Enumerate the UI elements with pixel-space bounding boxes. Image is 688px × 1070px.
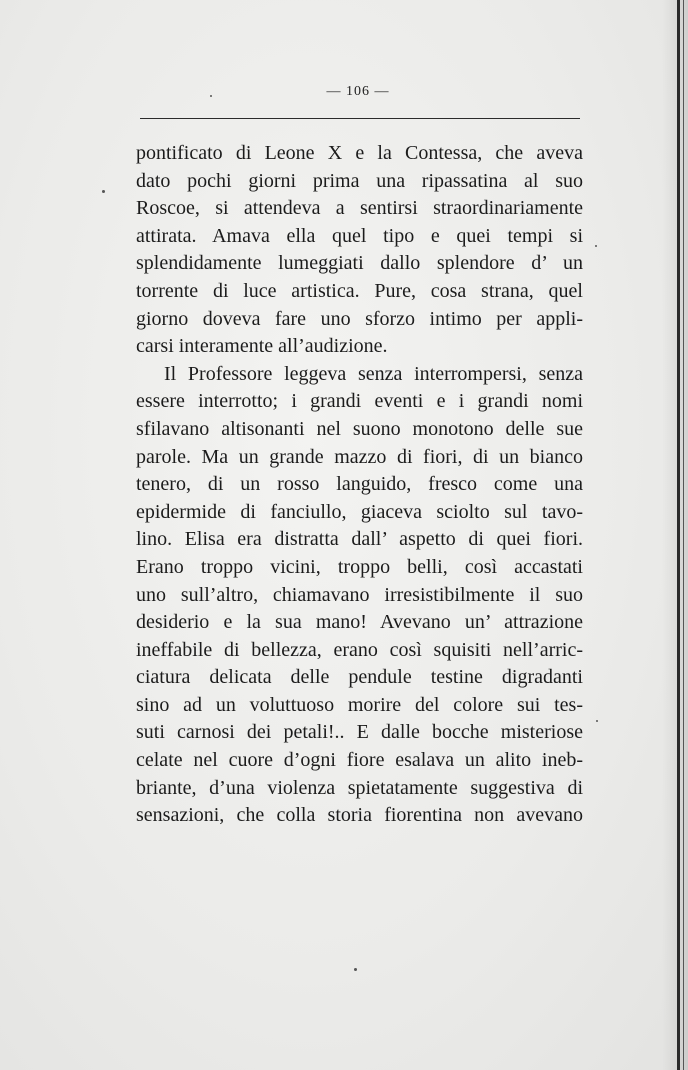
text-line: essere interrotto; i grandi eventi e i grandi nomi (136, 390, 583, 413)
body-text (136, 140, 583, 830)
text-line: suti carnosi dei petali!.. E dalle bocche misteriose (136, 721, 583, 744)
text-line: epidermide di fanciullo, giaceva sciolto sul tavo- (136, 500, 583, 523)
page-edge-line (677, 0, 680, 1070)
text-line: celate nel cuore d’ogni fiore esalava un alito ineb- (136, 749, 583, 772)
text-line: tenero, di un rosso languido, fresco come una (136, 473, 583, 496)
text-line: sino ad un voluttuoso morire del colore sui tes- (136, 693, 583, 716)
text-line: briante, d’una violenza spietatamente suggestiva di (136, 776, 583, 799)
text-line: desiderio e la sua mano! Avevano un’ attrazione (136, 611, 583, 634)
scan-speck (596, 720, 598, 722)
text-line: ineffabile di bellezza, erano così squisiti nell’arric- (136, 638, 583, 661)
page-number: — 106 — (326, 84, 390, 99)
scan-speck (595, 245, 597, 247)
text-line: sfilavano altisonanti nel suono monotono delle sue (136, 417, 583, 440)
text-line: pontificato di Leone X e la Contessa, che aveva (136, 142, 583, 164)
text-line: carsi interamente all’audizione. (136, 335, 388, 358)
page-edge-line-thin (683, 0, 684, 1070)
scan-speck (354, 968, 357, 971)
text-line: splendidamente lumeggiati dallo splendore d’ un (136, 252, 583, 275)
text-line: giorno doveva fare uno sforzo intimo per appli- (136, 307, 583, 330)
scan-speck (102, 190, 105, 193)
text-line: uno sull’altro, chiamavano irresistibilmente il suo (136, 583, 583, 606)
text-line: lino. Elisa era distratta dall’ aspetto di quei fiori. (136, 528, 583, 551)
header-rule (140, 118, 580, 119)
text-line: torrente di luce artistica. Pure, cosa strana, quel (136, 279, 583, 302)
text-line: Il Professore leggeva senza interrompersi, senza (164, 362, 583, 385)
text-line: sensazioni, che colla storia fiorentina non avevano (136, 804, 583, 827)
text-line: parole. Ma un grande mazzo di fiori, di un bianco (136, 445, 583, 468)
text-line: Erano troppo vicini, troppo belli, così accastati (136, 555, 583, 578)
page-edge-shadow (662, 0, 688, 1070)
text-line: attirata. Amava ella quel tipo e quei tempi si (136, 224, 583, 247)
text-line: dato pochi giorni prima una ripassatina al suo (136, 169, 583, 192)
text-line: ciatura delicata delle pendule testine digradanti (136, 666, 583, 689)
text-line: Roscoe, si attendeva a sentirsi straordinariamente (136, 197, 583, 220)
scan-speck (210, 95, 212, 97)
